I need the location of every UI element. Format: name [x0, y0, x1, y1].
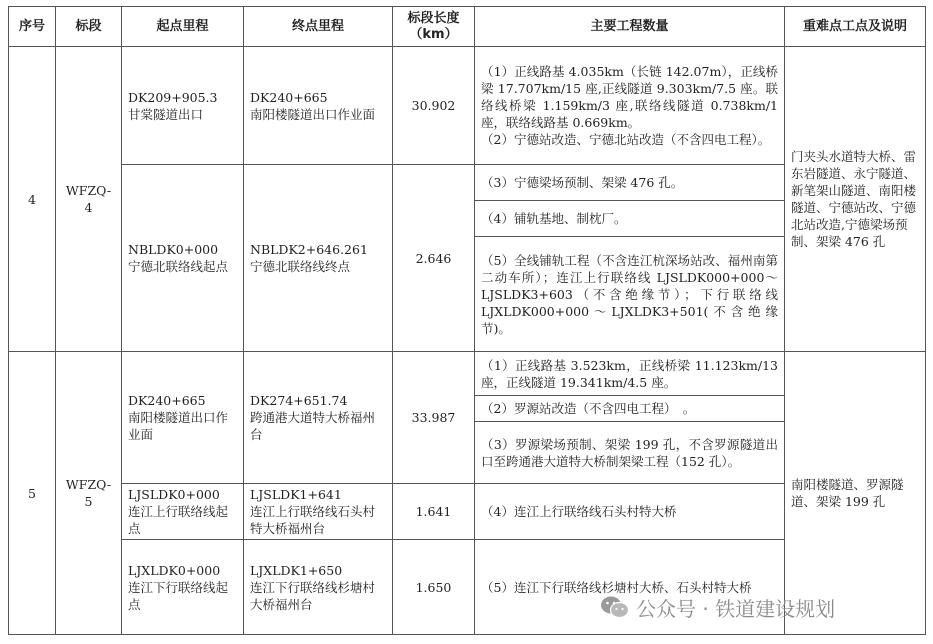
header-hard: 重难点工点及说明 [785, 7, 926, 47]
row5-hard: 南阳楼隧道、罗源隧道、架梁 199 孔 [785, 352, 926, 635]
tender-sections-table [8, 6, 926, 635]
row5-no: 5 [9, 352, 56, 635]
row4-work4: （4）铺轨基地、制枕厂。 [475, 201, 785, 237]
row5-end2: LJSLDK1+641 连江上行联络线石头村特大桥福州台 [244, 484, 393, 540]
row5-start1: DK240+665 南阳楼隧道出口作业面 [122, 352, 244, 484]
row5-len3: 1.650 [393, 540, 475, 635]
watermark-text: 公众号 · 铁道建设规划 [636, 596, 836, 621]
header-no: 序号 [9, 7, 56, 47]
wechat-icon [600, 595, 630, 619]
header-length: 标段长度 （km） [393, 7, 475, 47]
row5-section: WFZQ-5 [56, 352, 122, 635]
row5-end1: DK274+651.74 跨通港大道特大桥福州台 [244, 352, 393, 484]
row5-work3: （3）罗源梁场预制、架梁 199 孔，不含罗源隧道出口至跨通港大道特大桥制架梁工程（152 孔）。 [475, 422, 785, 484]
header-row [9, 7, 926, 47]
row4-end2: NBLDK2+646.261 宁德北联络线终点 [244, 165, 393, 352]
header-work: 主要工程数量 [475, 7, 785, 47]
row4-len2: 2.646 [393, 165, 475, 352]
row5-work4: （4）连江上行联络线石头村特大桥 [475, 484, 785, 540]
header-end: 终点里程 [244, 7, 393, 47]
row4-work5: （5）全线铺轨工程（不含连江杭深场站改、福州南第二动车所）；连江上行联络线 LJSLDK000+000～LJSLDK3+603（不含绝缘节）；下行联络线 LJXLDK000+000～LJXLDK3+501(不含绝缘节)。 [475, 237, 785, 352]
row5-start3: LJXLDK0+000 连江下行联络线起点 [122, 540, 244, 635]
table-row [9, 47, 926, 165]
header-start: 起点里程 [122, 7, 244, 47]
row5-end3: LJXLDK1+650 连江下行联络线杉塘村大桥福州台 [244, 540, 393, 635]
row4-len1: 30.902 [393, 47, 475, 165]
header-section: 标段 [56, 7, 122, 47]
watermark [600, 592, 835, 622]
row4-section: WFZQ-4 [56, 47, 122, 352]
row5-work1: （1）正线路基 3.523km，正线桥梁 11.123km/13 座，正线隧道 19.341km/4.5 座。 [475, 352, 785, 396]
row4-start1: DK209+905.3 甘棠隧道出口 [122, 47, 244, 165]
row4-hard: 门夹头水道特大桥、雷东岩隧道、永宁隧道、新笔架山隧道、南阳楼隧道、宁德站改、宁德北站改造,宁德梁场预制、架梁 476 孔 [785, 47, 926, 352]
row4-start2: NBLDK0+000 宁德北联络线起点 [122, 165, 244, 352]
row4-end1: DK240+665 南阳楼隧道出口作业面 [244, 47, 393, 165]
row5-len1: 33.987 [393, 352, 475, 484]
row5-work5: （5）连江下行联络线杉塘村大桥、石头村特大桥 [475, 540, 785, 635]
row5-work2: （2）罗源站改造（不含四电工程） 。 [475, 396, 785, 422]
row4-no: 4 [9, 47, 56, 352]
row5-len2: 1.641 [393, 484, 475, 540]
row5-start2: LJSLDK0+000 连江上行联络线起点 [122, 484, 244, 540]
row4-work3: （3）宁德梁场预制、架梁 476 孔。 [475, 165, 785, 201]
table-row [9, 352, 926, 396]
row4-work1: （1）正线路基 4.035km（长链 142.07m），正线桥梁 17.707km/15 座,正线隧道 9.303km/7.5 座。联络线桥梁 1.159km/3 座,联络线隧道 0.738km/1 座，联络线路基 0.669km。 （2）宁德站改造、宁德北站改造（不含四电工程）。 [475, 47, 785, 165]
